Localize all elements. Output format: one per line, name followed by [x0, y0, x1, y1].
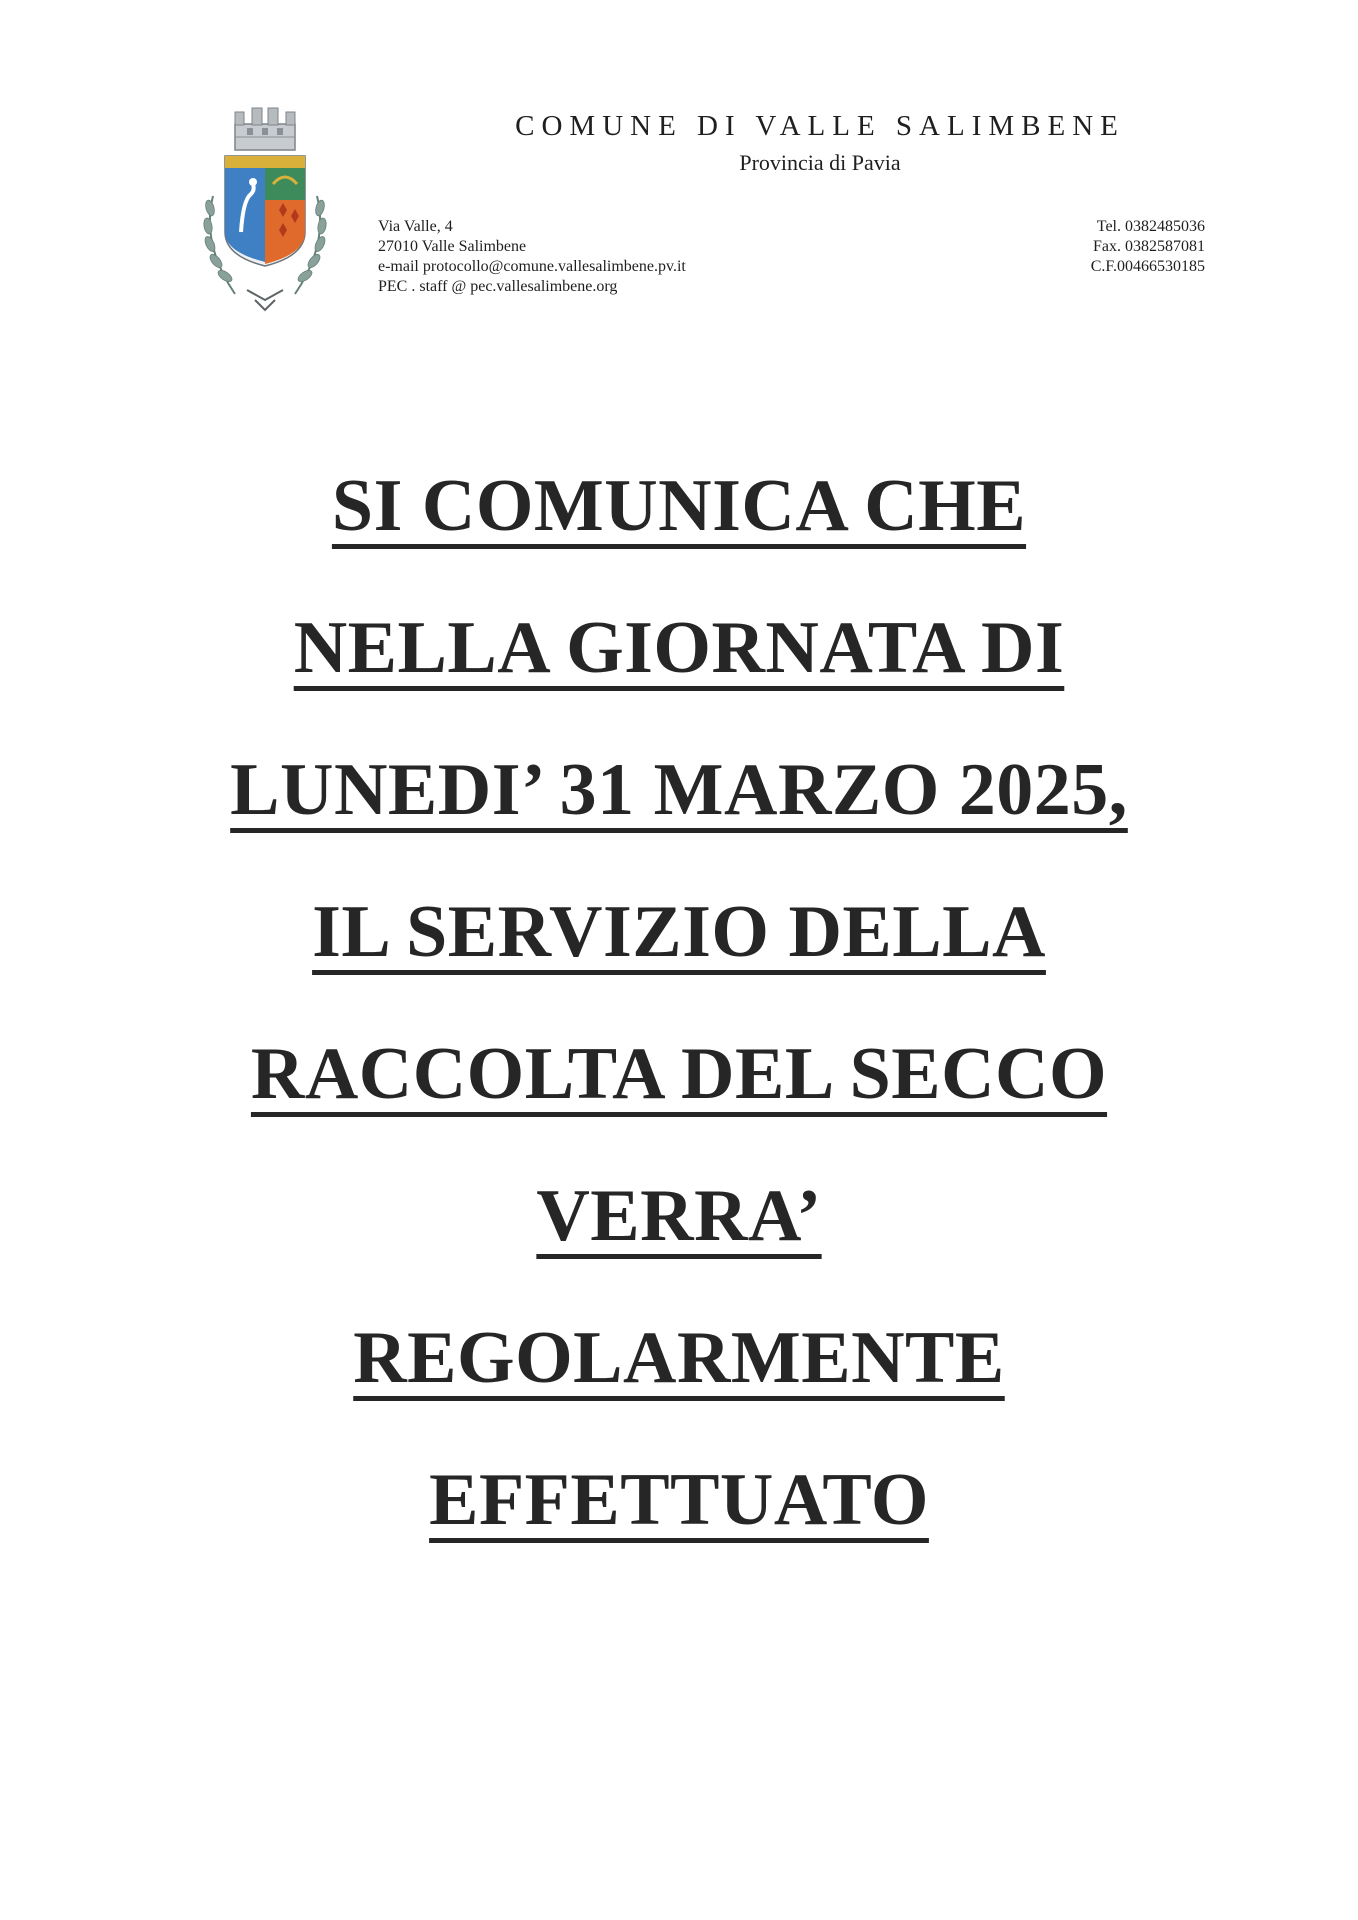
- contact-block: [1091, 217, 1205, 277]
- notice-line-text: IL SERVIZIO DELLA: [312, 891, 1046, 973]
- notice-line-text: LUNEDI’ 31 MARZO 2025,: [230, 749, 1128, 831]
- notice-line-text: NELLA GIORNATA DI: [293, 607, 1065, 689]
- notice-line-text: SI COMUNICA CHE: [331, 465, 1027, 547]
- email-address: e-mail protocollo@comune.vallesalimbene.pv.it: [378, 258, 686, 275]
- notice-line-text: RACCOLTA DEL SECCO: [250, 1033, 1108, 1115]
- shield-icon: [225, 156, 305, 266]
- pec-address: PEC . staff @ pec.vallesalimbene.org: [378, 278, 618, 295]
- notice-line: [0, 1458, 1358, 1600]
- postal-city: 27010 Valle Salimbene: [378, 238, 527, 255]
- municipality-name: COMUNE DI VALLE SALIMBENE: [515, 110, 1125, 142]
- telephone-number: Tel. 0382485036: [1096, 218, 1205, 235]
- notice-line: [0, 606, 1358, 748]
- notice-body: [0, 464, 1358, 1600]
- notice-line: [0, 890, 1358, 1032]
- notice-line-text: VERRA’: [536, 1175, 822, 1257]
- street-address: Via Valle, 4: [378, 218, 453, 235]
- notice-line-text: REGOLARMENTE: [353, 1317, 1005, 1399]
- notice-line-text: EFFETTUATO: [429, 1459, 929, 1541]
- address-block: [378, 217, 686, 297]
- crown-icon: [235, 108, 295, 150]
- province-name: Provincia di Pavia: [739, 150, 901, 175]
- notice-line: [0, 748, 1358, 890]
- tax-code: C.F.00466530185: [1090, 258, 1205, 275]
- fax-number: Fax. 0382587081: [1093, 238, 1205, 255]
- notice-line: [0, 1174, 1358, 1316]
- notice-line: [0, 1032, 1358, 1174]
- notice-line: [0, 464, 1358, 606]
- notice-line: [0, 1316, 1358, 1458]
